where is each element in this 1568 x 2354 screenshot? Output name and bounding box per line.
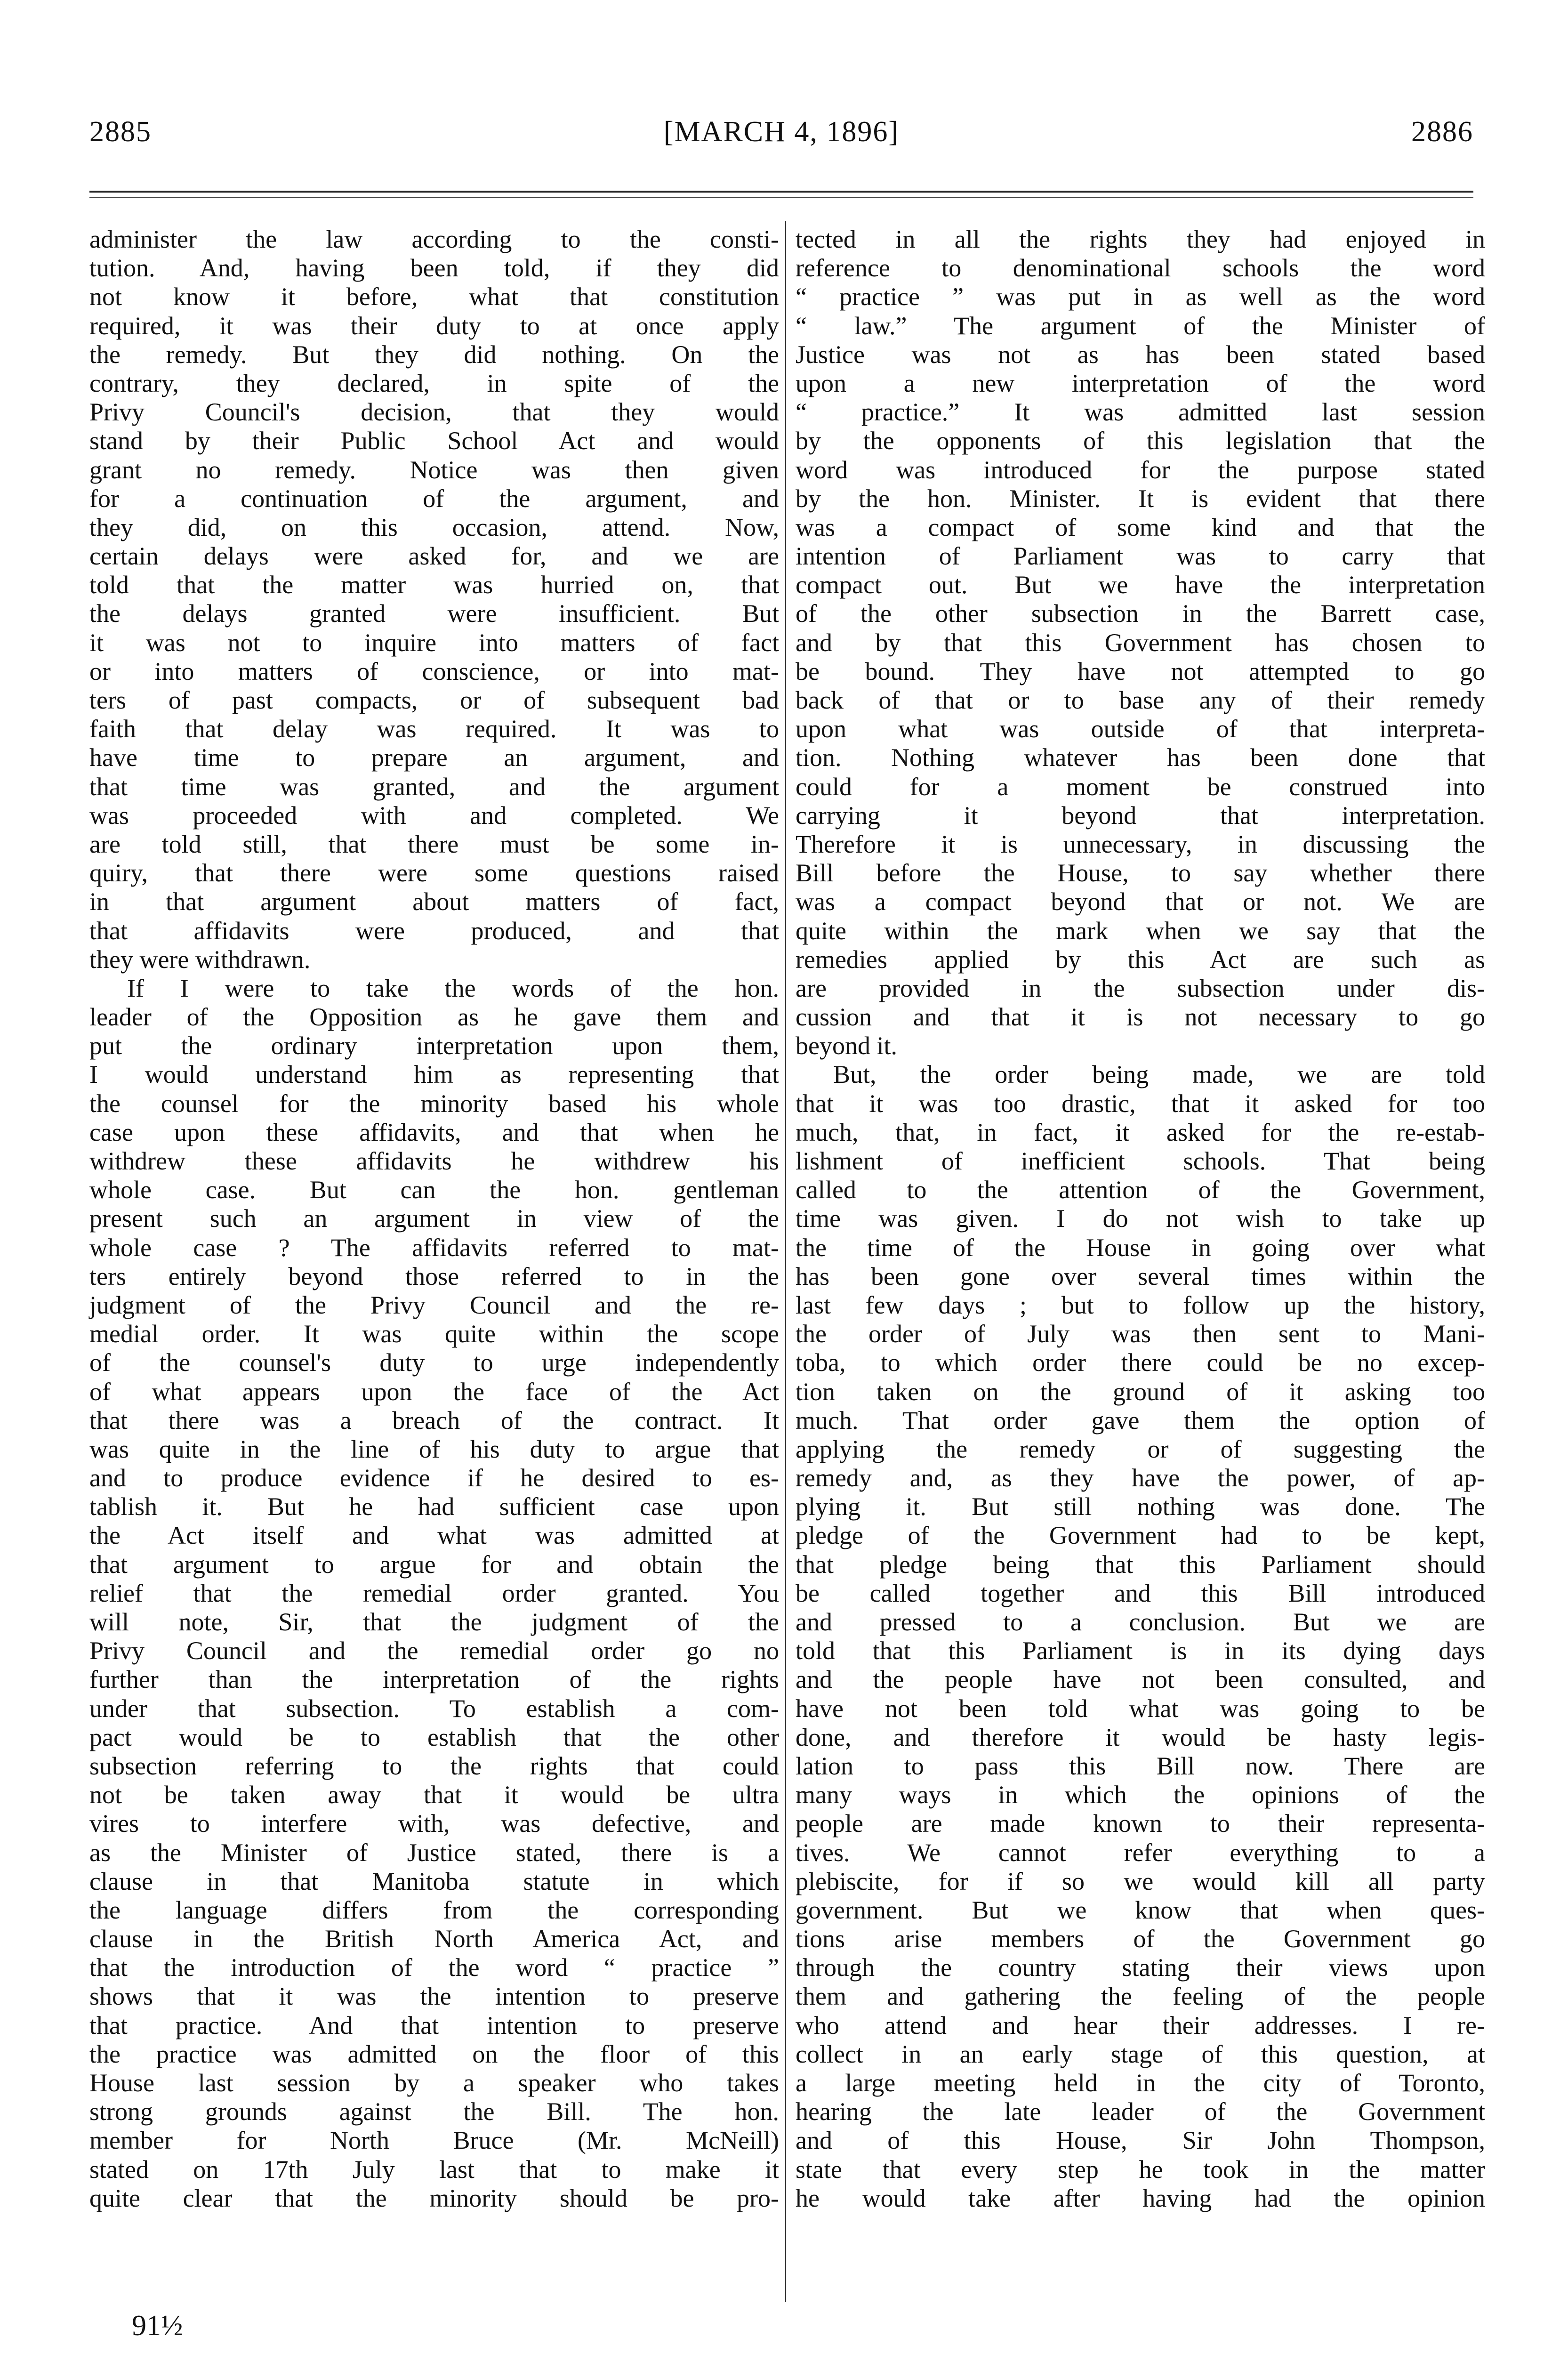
text-line: not be taken away that it would be ultra — [89, 1781, 779, 1809]
page-number-right: 2886 — [1411, 116, 1473, 148]
text-line: tected in all the rights they had enjoyed in — [796, 225, 1485, 253]
text-line: reference to denominational schools the word — [796, 254, 1485, 282]
text-line: time was given. I do not wish to take up — [796, 1204, 1485, 1233]
text-line: vires to interfere with, was defective, and — [89, 1809, 779, 1838]
text-line: tion taken on the ground of it asking too — [796, 1377, 1485, 1406]
text-line: much. That order gave them the option of — [796, 1406, 1485, 1435]
text-line: ters entirely beyond those referred to in the — [89, 1262, 779, 1290]
text-line: subsection referring to the rights that could — [89, 1751, 779, 1780]
text-line: carrying it beyond that interpretation. — [796, 801, 1485, 830]
text-line: called to the attention of the Government, — [796, 1176, 1485, 1204]
text-line: clause in the British North America Act, and — [89, 1925, 779, 1953]
text-line: whole case. But can the hon. gentleman — [89, 1176, 779, 1204]
text-line: in that argument about matters of fact, — [89, 887, 779, 916]
text-line: “ practice ” was put in as well as the word — [796, 282, 1485, 311]
text-line: that argument to argue for and obtain the — [89, 1550, 779, 1579]
text-line: beyond it. — [796, 1032, 897, 1060]
text-line: upon a new interpretation of the word — [796, 369, 1485, 397]
text-line: pact would be to establish that the other — [89, 1723, 779, 1751]
text-line: through the country stating their views upon — [796, 1953, 1485, 1982]
header-rule-secondary — [89, 197, 1473, 198]
text-line: the language differs from the corresponding — [89, 1895, 779, 1924]
text-line: faith that delay was required. It was to — [89, 715, 779, 743]
text-line: Privy Council's decision, that they would — [89, 398, 779, 427]
text-line: word was introduced for the purpose stated — [796, 455, 1485, 484]
text-line: the counsel for the minority based his whole — [89, 1089, 779, 1118]
text-line: back of that or to base any of their remedy — [796, 686, 1485, 714]
text-line: that practice. And that intention to preserve — [89, 2011, 779, 2040]
text-line: administer the law according to the consti- — [89, 225, 779, 253]
text-line: quite clear that the minority should be pro- — [89, 2184, 779, 2212]
header-date: [MARCH 4, 1896] — [663, 116, 900, 148]
text-line: told that this Parliament is in its dying days — [796, 1637, 1485, 1665]
text-line: that the introduction of the word “ practice ” — [89, 1953, 779, 1982]
text-line: intention of Parliament was to carry that — [796, 542, 1485, 571]
text-line: under that subsection. To establish a com- — [89, 1694, 779, 1723]
text-line: that it was too drastic, that it asked for too — [796, 1089, 1485, 1118]
text-line: the time of the House in going over what — [796, 1233, 1485, 1262]
text-line: the order of July was then sent to Mani- — [796, 1320, 1485, 1348]
text-line: But, the order being made, we are told — [833, 1060, 1485, 1089]
column-divider — [785, 221, 786, 2302]
text-line: and pressed to a conclusion. But we are — [796, 1608, 1485, 1636]
text-line: stated on 17th July last that to make it — [89, 2155, 779, 2184]
text-line: put the ordinary interpretation upon them, — [89, 1032, 779, 1060]
text-line: or into matters of conscience, or into mat- — [89, 657, 779, 685]
text-line: and of this House, Sir John Thompson, — [796, 2126, 1485, 2155]
text-line: not know it before, what that constitution — [89, 282, 779, 311]
text-line: Bill before the House, to say whether there — [796, 859, 1485, 887]
text-line: was a compact beyond that or not. We are — [796, 887, 1485, 916]
text-line: the practice was admitted on the floor of this — [89, 2040, 779, 2068]
text-line: them and gathering the feeling of the people — [796, 1982, 1485, 2011]
text-line: of what appears upon the face of the Act — [89, 1377, 779, 1406]
text-line: “ practice.” It was admitted last session — [796, 398, 1485, 427]
text-line: for a continuation of the argument, and — [89, 484, 779, 513]
text-line: cussion and that it is not necessary to go — [796, 1003, 1485, 1032]
text-line: of the counsel's duty to urge independently — [89, 1348, 779, 1377]
text-line: they did, on this occasion, attend. Now, — [89, 513, 779, 541]
text-line: hearing the late leader of the Government — [796, 2097, 1485, 2126]
left-text-column — [89, 225, 779, 2213]
text-line: “ law.” The argument of the Minister of — [796, 311, 1485, 340]
text-line: have time to prepare an argument, and — [89, 743, 779, 772]
text-line: have not been told what was going to be — [796, 1694, 1485, 1723]
text-line: was quite in the line of his duty to argue that — [89, 1435, 779, 1463]
text-line: tution. And, having been told, if they did — [89, 254, 779, 282]
text-line: of the other subsection in the Barrett case, — [796, 599, 1485, 628]
text-line: people are made known to their representa- — [796, 1809, 1485, 1838]
text-line: be called together and this Bill introduced — [796, 1579, 1485, 1607]
text-line: be bound. They have not attempted to go — [796, 657, 1485, 685]
text-line: plebiscite, for if so we would kill all party — [796, 1867, 1485, 1895]
header-rule — [89, 191, 1473, 193]
text-line: that pledge being that this Parliament should — [796, 1550, 1485, 1579]
signature-mark: 91½ — [132, 2310, 183, 2342]
text-line: done, and therefore it would be hasty legis- — [796, 1723, 1485, 1751]
text-line: ters of past compacts, or of subsequent bad — [89, 686, 779, 714]
text-line: withdrew these affidavits he withdrew his — [89, 1147, 779, 1175]
text-line: If I were to take the words of the hon. — [127, 974, 779, 1002]
text-line: medial order. It was quite within the scope — [89, 1320, 779, 1348]
page-header — [89, 115, 1473, 167]
text-line: was a compact of some kind and that the — [796, 513, 1485, 541]
text-line: a large meeting held in the city of Toronto, — [796, 2069, 1485, 2097]
text-line: quite within the mark when we say that the — [796, 916, 1485, 945]
text-line: by the hon. Minister. It is evident that there — [796, 484, 1485, 513]
text-line: member for North Bruce (Mr. McNeill) — [89, 2126, 779, 2155]
text-line: upon what was outside of that interpreta- — [796, 715, 1485, 743]
text-line: are provided in the subsection under dis- — [796, 974, 1485, 1002]
text-line: further than the interpretation of the rights — [89, 1665, 779, 1694]
text-line: stand by their Public School Act and would — [89, 427, 779, 455]
text-line: he would take after having had the opinion — [796, 2184, 1485, 2212]
text-line: are told still, that there must be some in- — [89, 830, 779, 858]
text-line: the delays granted were insufficient. But — [89, 599, 779, 628]
text-line: required, it was their duty to at once apply — [89, 311, 779, 340]
text-line: House last session by a speaker who takes — [89, 2069, 779, 2097]
text-line: contrary, they declared, in spite of the — [89, 369, 779, 397]
text-line: present such an argument in view of the — [89, 1204, 779, 1233]
right-text-column — [796, 225, 1485, 2213]
text-line: relief that the remedial order granted. You — [89, 1579, 779, 1607]
text-line: lishment of inefficient schools. That being — [796, 1147, 1485, 1175]
text-line: has been gone over several times within the — [796, 1262, 1485, 1290]
text-line: compact out. But we have the interpretation — [796, 571, 1485, 599]
text-line: last few days ; but to follow up the history, — [796, 1290, 1485, 1319]
page-number-left: 2885 — [89, 116, 152, 148]
text-line: they were withdrawn. — [89, 945, 311, 974]
text-line: grant no remedy. Notice was then given — [89, 455, 779, 484]
text-line: tablish it. But he had sufficient case upon — [89, 1492, 779, 1521]
text-line: applying the remedy or of suggesting the — [796, 1435, 1485, 1463]
text-line: Justice was not as has been stated based — [796, 340, 1485, 369]
text-line: that time was granted, and the argument — [89, 772, 779, 801]
text-line: who attend and hear their addresses. I re- — [796, 2011, 1485, 2040]
text-line: tions arise members of the Government go — [796, 1925, 1485, 1953]
text-line: much, that, in fact, it asked for the re-estab- — [796, 1118, 1485, 1146]
text-line: strong grounds against the Bill. The hon. — [89, 2097, 779, 2126]
text-line: whole case ? The affidavits referred to mat- — [89, 1233, 779, 1262]
text-line: tives. We cannot refer everything to a — [796, 1838, 1485, 1867]
text-line: that there was a breach of the contract. It — [89, 1406, 779, 1435]
text-line: leader of the Opposition as he gave them and — [89, 1003, 779, 1032]
text-line: toba, to which order there could be no excep- — [796, 1348, 1485, 1377]
text-line: pledge of the Government had to be kept, — [796, 1521, 1485, 1550]
text-line: could for a moment be construed into — [796, 772, 1485, 801]
text-line: and by that this Government has chosen to — [796, 628, 1485, 657]
text-line: the Act itself and what was admitted at — [89, 1521, 779, 1550]
text-line: Therefore it is unnecessary, in discussing the — [796, 830, 1485, 858]
text-line: remedies applied by this Act are such as — [796, 945, 1485, 974]
text-line: shows that it was the intention to preserve — [89, 1982, 779, 2011]
text-line: remedy and, as they have the power, of ap- — [796, 1464, 1485, 1492]
text-line: collect in an early stage of this question, at — [796, 2040, 1485, 2068]
text-line: state that every step he took in the matter — [796, 2155, 1485, 2184]
text-line: it was not to inquire into matters of fact — [89, 628, 779, 657]
text-line: and the people have not been consulted, and — [796, 1665, 1485, 1694]
text-line: told that the matter was hurried on, that — [89, 571, 779, 599]
text-line: will note, Sir, that the judgment of the — [89, 1608, 779, 1636]
text-line: and to produce evidence if he desired to es- — [89, 1464, 779, 1492]
text-line: plying it. But still nothing was done. The — [796, 1492, 1485, 1521]
text-line: judgment of the Privy Council and the re- — [89, 1290, 779, 1319]
text-line: certain delays were asked for, and we are — [89, 542, 779, 571]
text-line: that affidavits were produced, and that — [89, 916, 779, 945]
text-line: Privy Council and the remedial order go no — [89, 1637, 779, 1665]
text-line: lation to pass this Bill now. There are — [796, 1751, 1485, 1780]
text-line: the remedy. But they did nothing. On the — [89, 340, 779, 369]
text-line: by the opponents of this legislation that the — [796, 427, 1485, 455]
text-line: quiry, that there were some questions raised — [89, 859, 779, 887]
text-line: case upon these affidavits, and that when he — [89, 1118, 779, 1146]
text-line: tion. Nothing whatever has been done that — [796, 743, 1485, 772]
text-line: clause in that Manitoba statute in which — [89, 1867, 779, 1895]
text-line: was proceeded with and completed. We — [89, 801, 779, 830]
text-line: I would understand him as representing that — [89, 1060, 779, 1089]
text-line: government. But we know that when ques- — [796, 1895, 1485, 1924]
text-line: many ways in which the opinions of the — [796, 1781, 1485, 1809]
text-line: as the Minister of Justice stated, there is a — [89, 1838, 779, 1867]
